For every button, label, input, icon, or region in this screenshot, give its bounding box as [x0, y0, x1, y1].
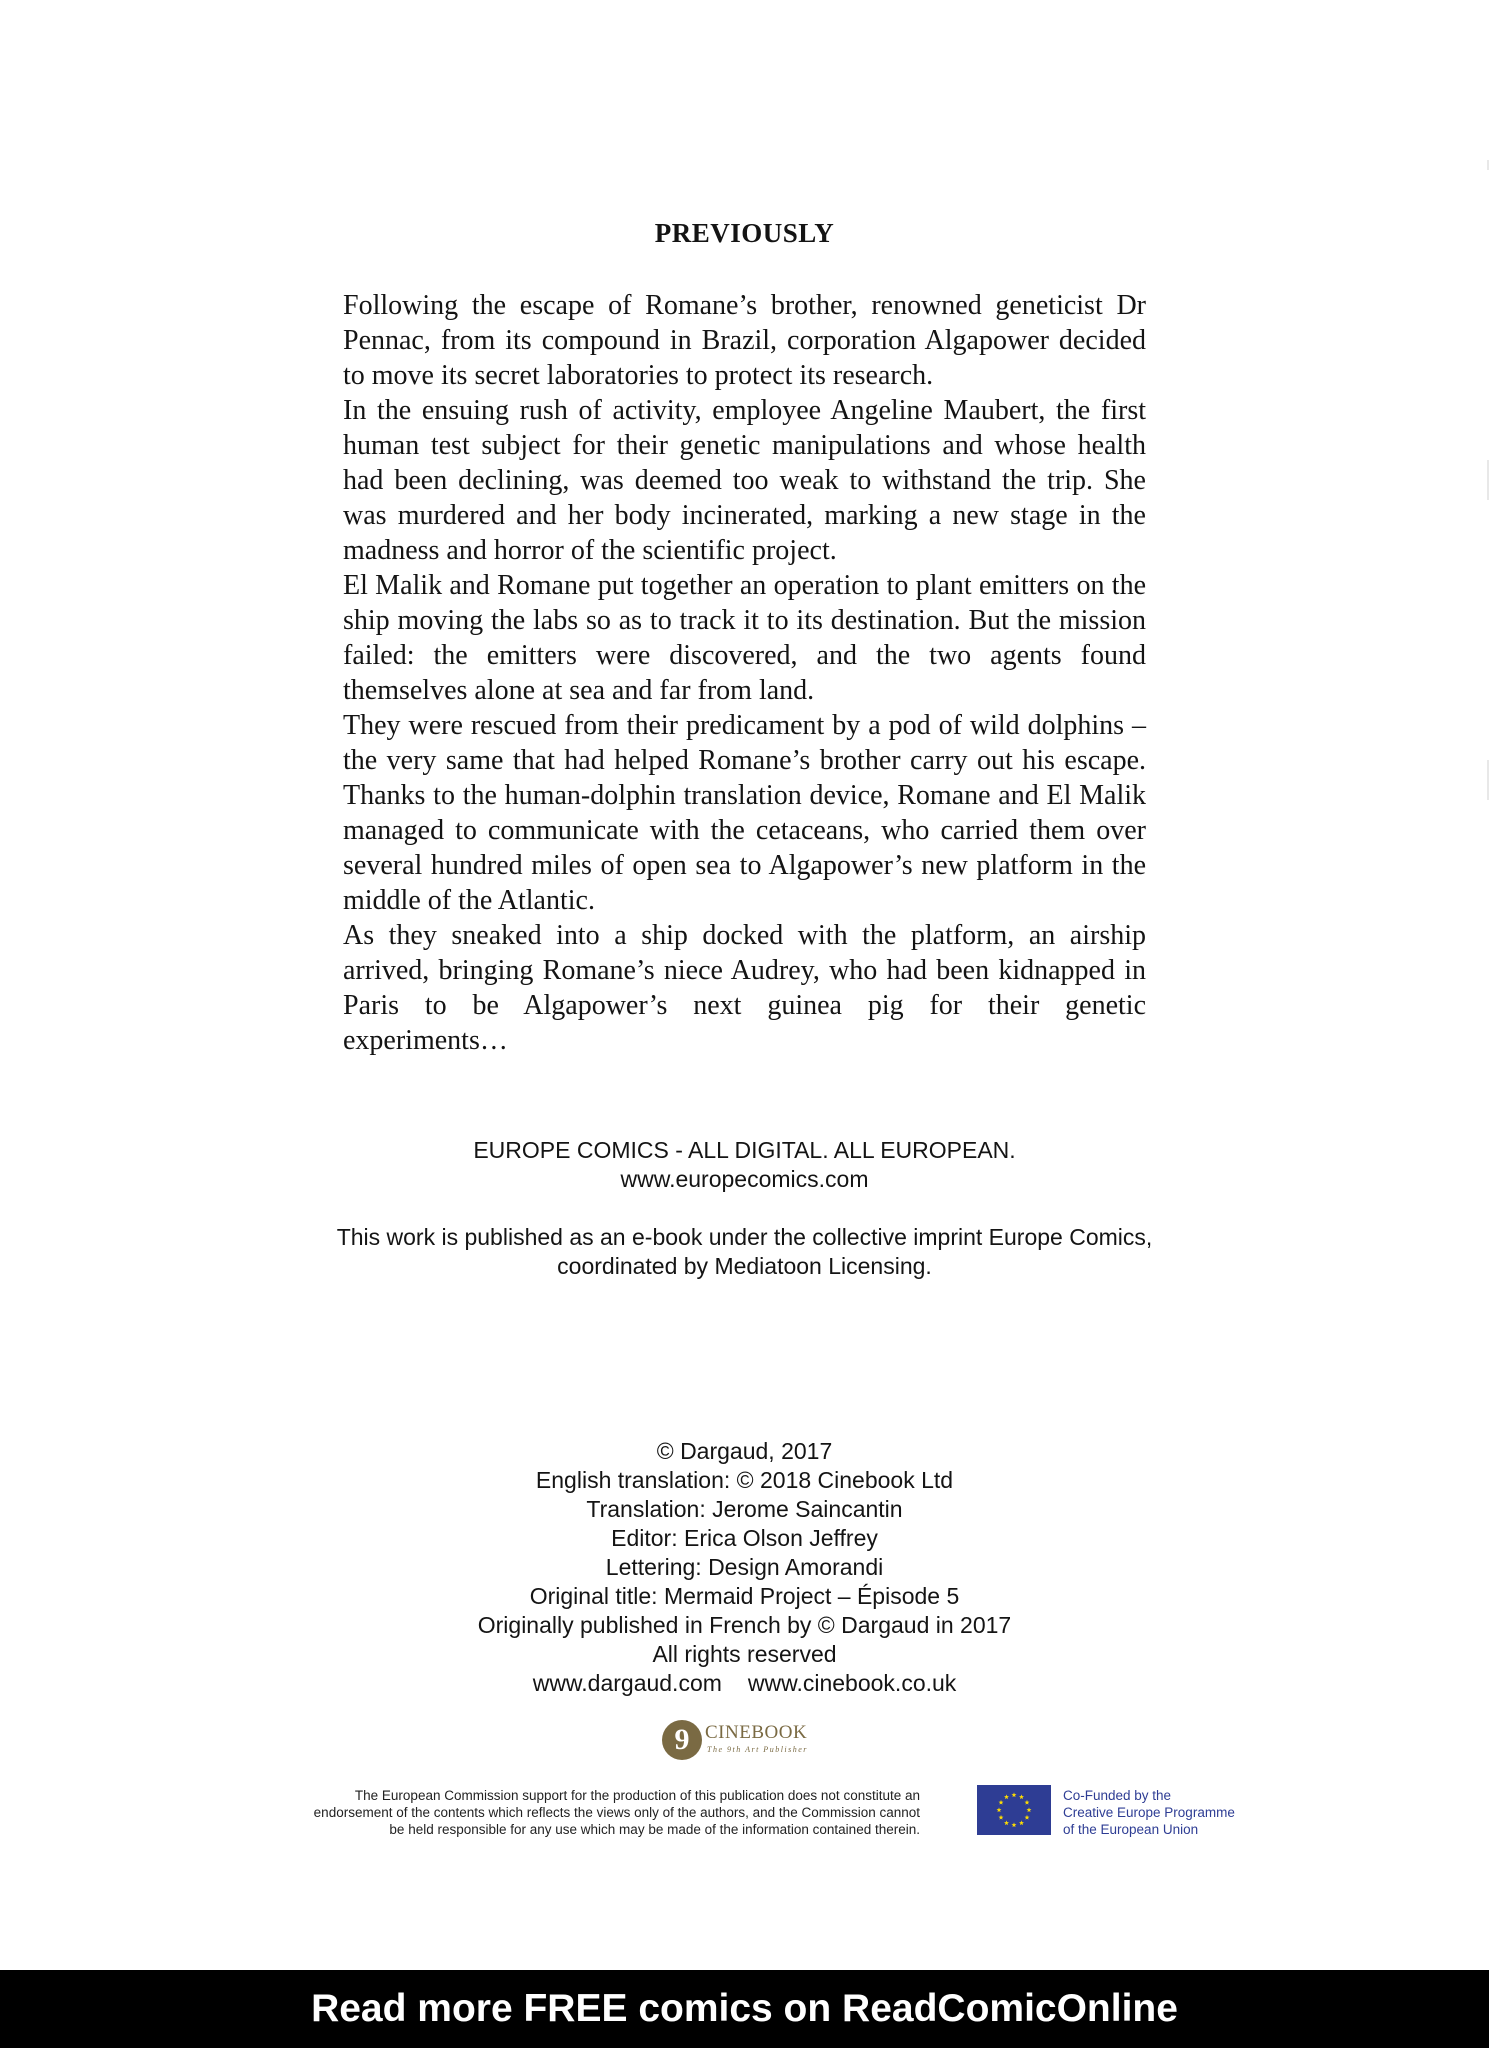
cofunded-note [1063, 1787, 1235, 1838]
eu-star-icon [1025, 1800, 1030, 1805]
eu-star-icon [1019, 1794, 1024, 1799]
eu-star-icon [1027, 1807, 1032, 1812]
summary-paragraph: They were rescued from their predicament by a pod of wild dolphins – the very same that had helped Romane’s brother carry out his escape. Thanks to the human-dolphin translation device, Romane and El Malik managed to communicate with the cetaceans, who carried them over several hundred miles of open sea to Algapower’s new platform in the middle of the Atlantic. [343, 710, 1146, 916]
eu-stars [977, 1785, 1051, 1835]
publication-note-line: This work is published as an e-book under the collective imprint Europe Comics, [336, 1224, 1153, 1250]
eu-star-icon [997, 1807, 1002, 1812]
cinebook-logo-mark: 9 [662, 1720, 702, 1760]
summary-paragraph: As they sneaked into a ship docked with the platform, an airship arrived, bringing Romane’s niece Audrey, who had been kidnapped in Paris to be Algapower’s next guinea pig for their genetic experiments… [343, 920, 1146, 1056]
eu-star-icon [1012, 1822, 1017, 1827]
cinebook-logo [658, 1716, 838, 1762]
disclaimer-line: The European Commission support for the production of this publication does not constitute an [354, 1788, 920, 1803]
cofunded-line: of the European Union [1063, 1822, 1199, 1837]
eu-star-icon [1012, 1792, 1017, 1797]
eu-star-icon [999, 1815, 1004, 1820]
rights-line: All rights reserved [652, 1641, 837, 1667]
cinebook-logo-subtitle: The 9th Art Publisher [707, 1745, 808, 1754]
previously-summary [343, 288, 1146, 1058]
disclaimer-line: endorsement of the contents which reflects the views only of the authors, and the Commission cannot [313, 1805, 920, 1820]
eu-flag-icon [977, 1785, 1051, 1835]
eu-star-icon [1004, 1820, 1009, 1825]
publication-note-line: coordinated by Mediatoon Licensing. [557, 1253, 932, 1279]
cinebook-logo-name: CINEBOOK [705, 1722, 808, 1743]
eu-star-icon [1019, 1820, 1024, 1825]
cofunded-line: Co-Funded by the [1063, 1788, 1172, 1803]
eu-disclaimer [150, 1787, 920, 1838]
summary-paragraph: In the ensuing rush of activity, employee Angeline Maubert, the first human test subject for their genetic manipulations and whose health had been declining, was deemed too weak to withstand the trip. She was murdered and her body incinerated, marking a new stage in the madness and horror of the scientific project. [343, 395, 1146, 566]
summary-paragraph: Following the escape of Romane’s brother, renowned geneticist Dr Pennac, from its compound in Brazil, corporation Algapower decided to move its secret laboratories to protect its research. [343, 290, 1146, 391]
promo-banner[interactable] [0, 1970, 1489, 2048]
publication-note [0, 1223, 1489, 1281]
promo-banner-text[interactable]: Read more FREE comics on ReadComicOnline [311, 1987, 1178, 2030]
eu-star-icon [1025, 1815, 1030, 1820]
original-title-line: Original title: Mermaid Project – Épisode 5 [529, 1583, 960, 1609]
disclaimer-line: be held responsible for any use which may be made of the information contained therein. [389, 1822, 920, 1837]
lettering-line: Lettering: Design Amorandi [605, 1554, 884, 1580]
publisher-links [0, 1669, 1489, 1698]
eu-star-icon [1004, 1794, 1009, 1799]
credits-block [0, 1437, 1489, 1698]
cinebook-link[interactable]: www.cinebook.co.uk [747, 1670, 957, 1696]
original-publication-line: Originally published in French by © Dargaud in 2017 [477, 1612, 1012, 1638]
imprint-tagline: EUROPE COMICS - ALL DIGITAL. ALL EUROPEAN. [473, 1137, 1016, 1163]
editor-line: Editor: Erica Olson Jeffrey [611, 1525, 878, 1551]
translation-copyright-line: English translation: © 2018 Cinebook Ltd [535, 1467, 954, 1493]
europe-comics-block [0, 1136, 1489, 1194]
summary-paragraph: El Malik and Romane put together an operation to plant emitters on the ship moving the labs so as to track it to its destination. But the mission failed: the emitters were discovered, and the two agents found themselves alone at sea and far from land. [343, 570, 1146, 706]
copyright-line: © Dargaud, 2017 [656, 1438, 833, 1464]
eu-star-icon [999, 1800, 1004, 1805]
page-title: PREVIOUSLY [654, 218, 835, 248]
cofunded-line: Creative Europe Programme [1063, 1805, 1235, 1820]
translator-line: Translation: Jerome Saincantin [586, 1496, 903, 1522]
dargaud-link[interactable]: www.dargaud.com [532, 1670, 722, 1696]
europecomics-link[interactable]: www.europecomics.com [620, 1166, 869, 1192]
